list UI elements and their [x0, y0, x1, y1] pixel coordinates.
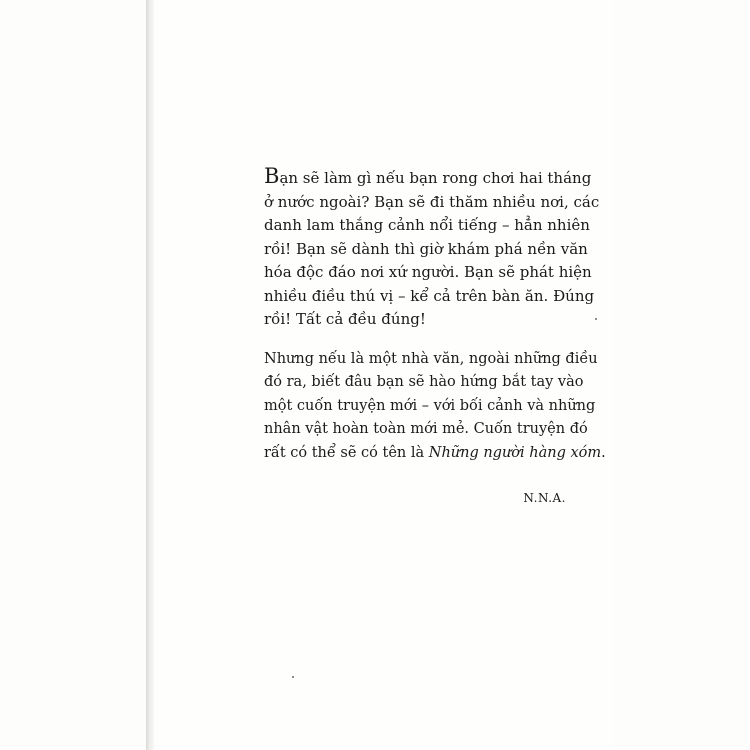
paragraph-2-line-5 — [264, 442, 606, 466]
paragraph-1-line-6: nhiều điều thú vị – kể cả trên bàn ăn. Đúng — [264, 286, 595, 305]
paragraph-1-line-3: danh lam thắng cảnh nổi tiếng – hẳn nhiên — [264, 216, 590, 234]
paragraph-2 — [264, 348, 606, 466]
binding-shadow — [146, 0, 154, 750]
paragraph-2-line-4: nhân vật hoàn toàn mới mẻ. Cuốn truyện đó — [264, 421, 588, 437]
preface-text — [264, 164, 606, 505]
paragraph-2-line-2: đó ra, biết đâu bạn sẽ hào hứng bắt tay vào — [264, 374, 584, 390]
paragraph-1-line-4: rồi! Bạn sẽ dành thì giờ khám phá nền văn — [264, 239, 588, 258]
paragraph-2-line-5-suffix: . — [601, 444, 606, 461]
paragraph-1-line-7: rồi! Tất cả đều đúng! — [264, 310, 426, 328]
dropcap-letter: B — [264, 164, 280, 188]
paragraph-1-line-1 — [264, 164, 592, 191]
paragraph-2-line-5-prefix: rất có thể sẽ có tên là — [264, 444, 429, 461]
paragraph-1-line-2: ở nước ngoài? Bạn sẽ đi thăm nhiều nơi, các — [264, 192, 600, 211]
paragraph-1 — [264, 164, 600, 332]
paragraph-1-line-1-text: ạn sẽ làm gì nếu bạn rong chơi hai tháng — [279, 169, 592, 187]
scan-speck — [292, 676, 294, 678]
paragraph-2-line-3: một cuốn truyện mới – với bối cảnh và những — [264, 397, 596, 414]
author-signature: N.N.A. — [523, 491, 566, 505]
paragraph-1-line-5: hóa độc đáo nơi xứ người. Bạn sẽ phát hiện — [264, 263, 592, 281]
book-title: Những người hàng xóm — [428, 444, 602, 461]
scan-speck — [595, 318, 597, 320]
paragraph-2-line-1: Nhưng nếu là một nhà văn, ngoài những điều — [264, 350, 598, 367]
